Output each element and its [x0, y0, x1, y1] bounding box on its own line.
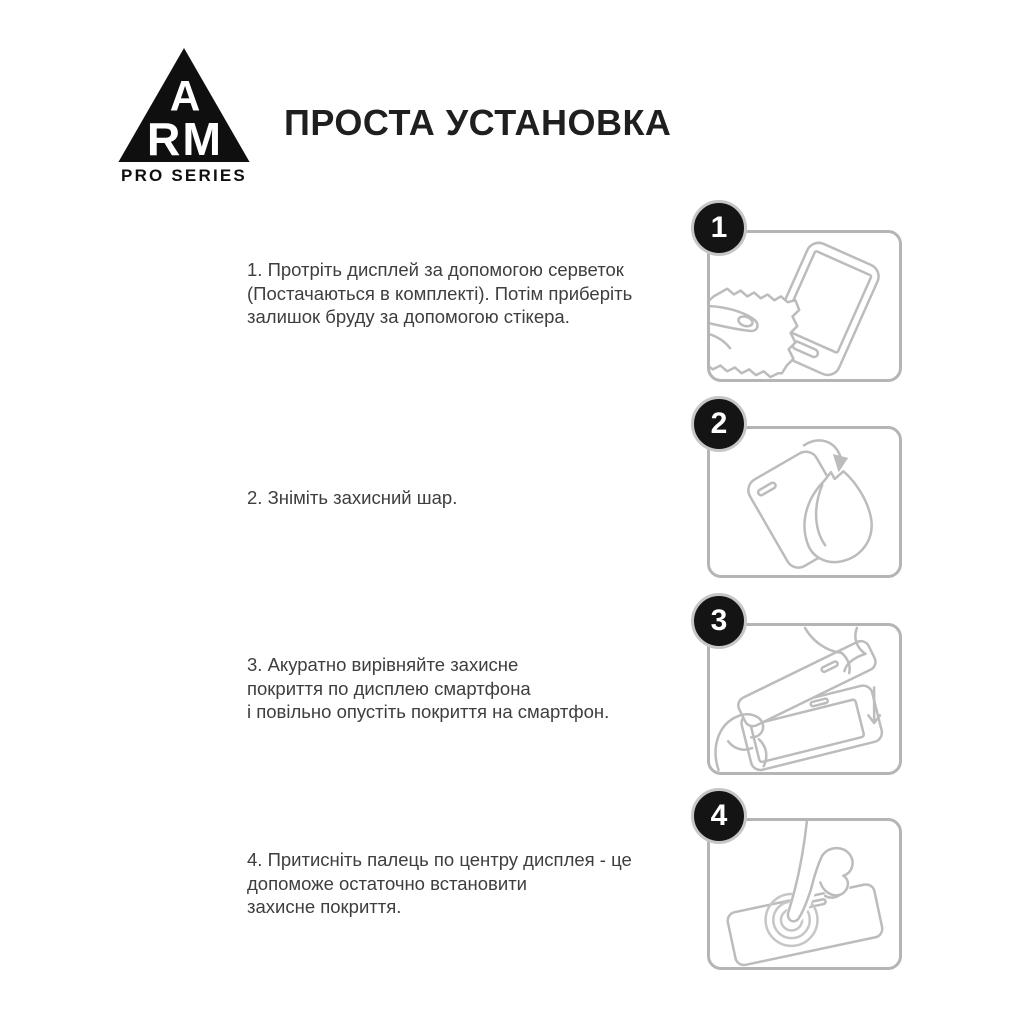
cleaning-cloth-icon — [710, 289, 799, 377]
step-2-number-badge — [691, 396, 747, 452]
step-text-line: захисне покриття. — [247, 896, 402, 917]
step-2-text — [247, 486, 457, 510]
brand-triangle-icon — [118, 48, 250, 162]
logo-letter-a: A — [169, 72, 201, 120]
step-number-label: 4 — [710, 799, 728, 832]
step-number-label: 1 — [710, 211, 728, 244]
step-4-text — [247, 848, 632, 919]
step-4-number-badge — [691, 788, 747, 844]
step-text-line: і повільно опустіть покриття на смартфон. — [247, 701, 610, 722]
brand-logo — [118, 48, 250, 186]
press-finger-on-center-icon — [710, 821, 899, 967]
step-text-line: допоможе остаточно встановити — [247, 872, 528, 894]
step-3-illustration-box — [707, 604, 902, 775]
step-text-line: (Постачаються в комплекті). Потім приберіть — [247, 282, 633, 304]
step-1-text — [247, 258, 632, 329]
step-3-number-badge — [691, 593, 747, 649]
step-text-line: 1. Протріть дисплей за допомогою серветок — [247, 259, 624, 280]
logo-letters-rm: RM — [146, 112, 224, 162]
step-number-label: 2 — [710, 407, 728, 440]
step-text-line: 3. Акуратно вирівняйте захисне — [247, 654, 519, 675]
wipe-phone-with-cloth-icon — [710, 233, 899, 379]
step-1-number-badge — [691, 200, 747, 256]
step-text-line: 2. Зніміть захисний шар. — [247, 487, 458, 508]
step-4-illustration-box — [707, 799, 902, 970]
logo-series-label: PRO SERIES — [121, 166, 247, 185]
step-text-line: покриття по дисплею смартфона — [247, 677, 531, 699]
step-text-line: 4. Притисніть палець по центру дисплея - це — [247, 849, 632, 870]
step-2-illustration-box — [707, 407, 902, 578]
step-3-text — [247, 653, 609, 724]
step-1-illustration-box — [707, 211, 902, 382]
step-number-label: 3 — [710, 604, 728, 637]
step-text-line: залишок бруду за допомогою стікера. — [247, 306, 570, 327]
peel-arrowhead-icon — [833, 454, 848, 472]
page-title: ПРОСТА УСТАНОВКА — [284, 102, 672, 143]
peel-protective-film-icon — [710, 429, 899, 575]
align-glass-over-phone-icon — [710, 626, 899, 772]
